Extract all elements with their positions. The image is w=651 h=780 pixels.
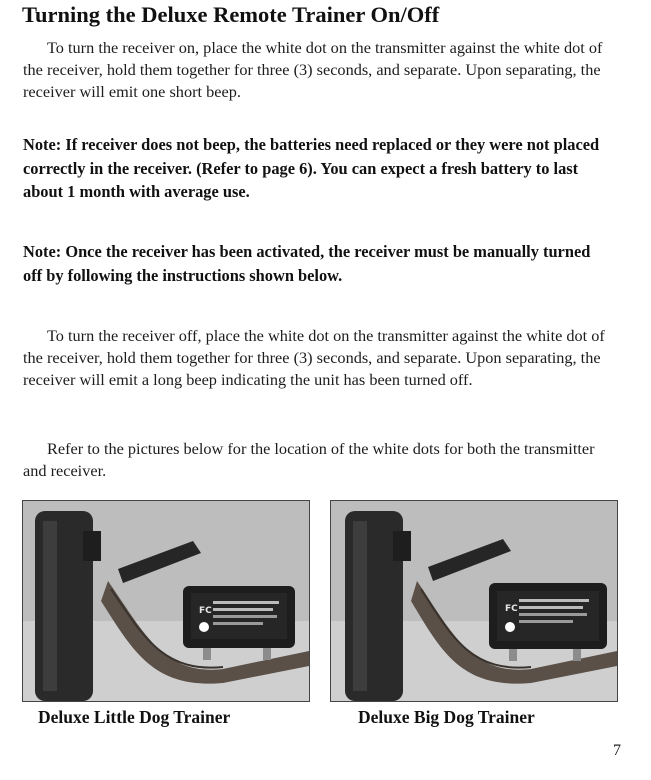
page-number: 7 xyxy=(613,742,621,759)
battery-note: Note: If receiver does not beep, the batteries need replaced or they were not placed correctly in the receiver. (Refer to page 6). You can expect a fresh battery to last about 1 month with average use. xyxy=(23,135,600,201)
big-dog-caption: Deluxe Big Dog Trainer xyxy=(358,707,535,727)
refer-paragraph xyxy=(23,438,613,482)
white-dot-marker-2 xyxy=(505,622,515,632)
turn-off-paragraph xyxy=(23,325,613,392)
turn-off-text: To turn the receiver off, place the white dot on the transmitter against the white dot of the receiver, hold them together for three (3) seconds, and separate. Upon separating, the receiver will emit a long beep indicating the unit has been turned off. xyxy=(23,326,605,390)
svg-text:FC: FC xyxy=(199,606,212,616)
page-title: Turning the Deluxe Remote Trainer On/Off xyxy=(22,2,440,27)
svg-text:FC: FC xyxy=(505,604,518,614)
turn-on-text: To turn the receiver on, place the white dot on the transmitter against the white dot of the receiver, hold them together for three (3) seconds, and separate. Upon separating, the receiver will emit one short beep. xyxy=(23,38,603,102)
big-dog-trainer-photo xyxy=(330,500,618,702)
turn-on-paragraph xyxy=(23,37,613,104)
manual-off-note: Note: Once the receiver has been activated, the receiver must be manually turned off by following the instructions shown below. xyxy=(23,242,591,285)
little-dog-trainer-photo xyxy=(22,500,310,702)
white-dot-marker xyxy=(199,622,209,632)
collar-receiver-illustration-2 xyxy=(331,501,617,701)
refer-text: Refer to the pictures below for the location of the white dots for both the transmitter and receiver. xyxy=(23,439,595,481)
collar-receiver-illustration xyxy=(23,501,309,701)
little-dog-caption: Deluxe Little Dog Trainer xyxy=(38,707,231,727)
